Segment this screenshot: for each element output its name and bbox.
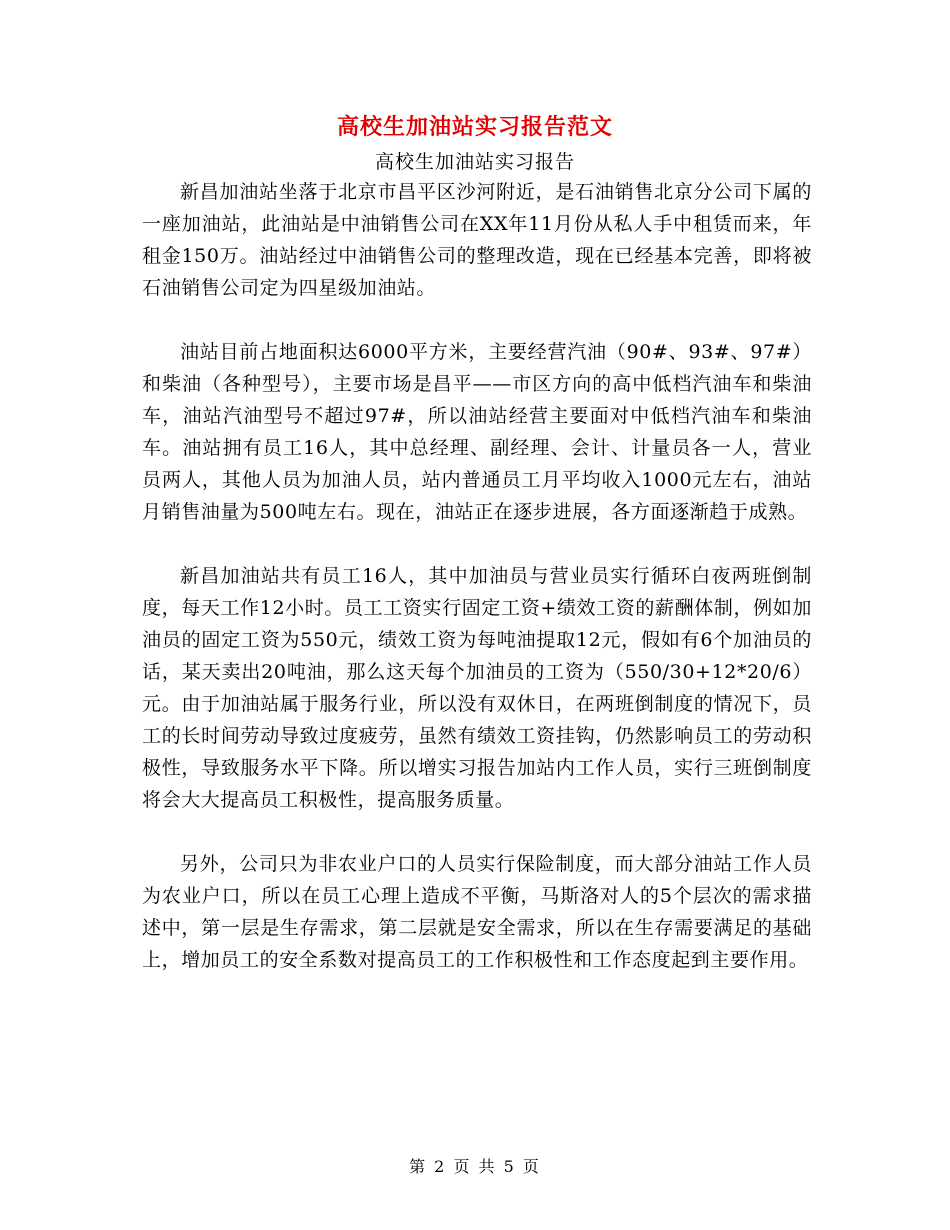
paragraph-gap xyxy=(142,816,812,848)
page-number-footer: 第 2 页 共 5 页 xyxy=(409,1157,541,1176)
paragraph-4: 另外，公司只为非农业户口的人员实行保险制度，而大部分油站工作人员为农业户口，所以在员工心理上造成不平衡，马斯洛对人的5个层次的需求描述中，第一层是生存需求，第二层就是安全需求，所以在生存需要满足的基础上，增加员工的安全系数对提高员工的工作积极性和工作态度起到主要作用。 xyxy=(142,853,812,971)
paragraph-gap xyxy=(142,304,812,336)
document-subtitle: 高校生加油站实习报告 xyxy=(374,151,575,173)
document-body xyxy=(142,176,812,976)
paragraph-1: 新昌加油站坐落于北京市昌平区沙河附近，是石油销售北京分公司下属的一座加油站，此油站是中油销售公司在XX年11月份从私人手中租赁而来，年租金150万。油站经过中油销售公司的整理改造，现在已经基本完善，即将被石油销售公司定为四星级加油站。 xyxy=(142,181,812,299)
paragraph-3: 新昌加油站共有员工16人，其中加油员与营业员实行循环白夜两班倒制度，每天工作12小时。员工工资实行固定工资+绩效工资的薪酬体制，例如加油员的固定工资为550元，绩效工资为每吨油提取12元，假如有6个加油员的话，某天卖出20吨油，那么这天每个加油员的工资为（550/30+12*20/6）元。由于加油站属于服务行业，所以没有双休日，在两班倒制度的情况下，员工的长时间劳动导致过度疲劳，虽然有绩效工资挂钩，仍然影响员工的劳动积极性，导致服务水平下降。所以增实习报告加站内工作人员，实行三班倒制度将会大大提高员工积极性，提高服务质量。 xyxy=(142,565,812,811)
document-title: 高校生加油站实习报告范文 xyxy=(336,114,613,140)
paragraph-gap xyxy=(142,528,812,560)
paragraph-2: 油站目前占地面积达6000平方米，主要经营汽油（90#、93#、97#）和柴油（各种型号），主要市场是昌平——市区方向的高中低档汽油车和柴油车，油站汽油型号不超过97#，所以油站经营主要面对中低档汽油车和柴油车。油站拥有员工16人，其中总经理、副经理、会计、计量员各一人，营业员两人，其他人员为加油人员，站内普通员工月平均收入1000元左右，油站月销售油量为500吨左右。现在，油站正在逐步进展，各方面逐渐趋于成熟。 xyxy=(142,341,812,523)
